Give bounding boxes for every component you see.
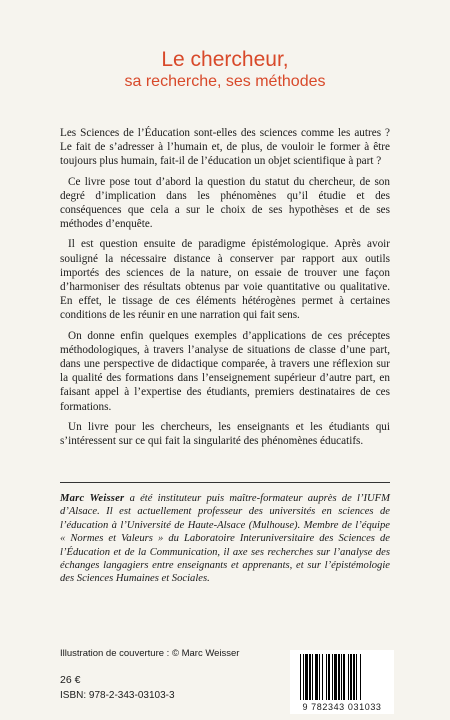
barcode-bar: [338, 654, 340, 700]
barcode-bar: [353, 654, 355, 700]
book-subtitle: sa recherche, ses méthodes: [124, 73, 326, 90]
barcode: [290, 650, 394, 714]
blurb-paragraph: Ce livre pose tout d’abord la question du statut du chercheur, de son degré d’implication dans les phénomènes qu’il étudie et des conséquences que cela a sur le choix de ses hypothèses et de ses méthodes d’enquête.: [60, 175, 390, 231]
barcode-bar: [348, 654, 349, 700]
barcode-bars: [298, 654, 386, 702]
barcode-bar: [332, 654, 333, 700]
barcode-bar: [341, 654, 342, 700]
barcode-bar: [350, 654, 352, 700]
barcode-bar: [343, 654, 345, 700]
isbn: ISBN: 978-2-343-03103-3: [60, 690, 175, 701]
barcode-bar: [315, 654, 318, 700]
barcode-bar: [322, 654, 323, 700]
back-cover-blurb: [60, 126, 390, 454]
blurb-paragraph: Les Sciences de l’Éducation sont-elles des sciences comme les autres ? Le fait de s’adresser à l’humain et, de plus, de vouloir le former à être toujours plus humain, fait-il de l’éducation un objet scientifique à part ?: [60, 127, 390, 168]
barcode-bar: [334, 654, 337, 700]
author-name: Marc Weisser: [60, 493, 125, 504]
barcode-digits: 9 782343 031033: [302, 702, 382, 712]
barcode-bar: [356, 654, 357, 700]
barcode-bar: [360, 654, 361, 700]
blurb-paragraph: On donne enfin quelques exemples d’applications de ces préceptes méthodologiques, à travers l’analyse de situations de classe d’une part, dans une perspective de didactique comparée, à travers une réflexion sur la qualité des formations dans l’enseignement supérieur d’autre part, en faisant appel à l’expertise des étudiants, premiers destinataires de ces formations.: [60, 329, 390, 413]
divider: [60, 482, 390, 483]
barcode-bar: [309, 654, 311, 700]
author-bio: [60, 492, 390, 586]
barcode-bar: [303, 654, 304, 700]
barcode-bar: [312, 654, 313, 700]
illustration-credit: Illustration de couverture : © Marc Weisser: [60, 648, 240, 659]
barcode-bar: [328, 654, 330, 700]
price: 26 €: [60, 674, 81, 686]
book-title: Le chercheur,: [161, 48, 289, 71]
blurb-paragraph: Il est question ensuite de paradigme épistémologique. Après avoir souligné la nécessaire distance à conserver par rapport aux outils importés des sciences de la nature, on essaie de trouver une façon d’harmoniser des résultats obtenus par voie quantitative ou qualitative. En effet, le tissage de ces éléments hétérogènes permet à certaines conditions de les réunir en une narration qui fait sens.: [60, 238, 390, 322]
blurb-paragraph: Un livre pour les chercheurs, les enseignants et les étudiants qui s’intéressent sur ce qui fait la singularité des phénomènes éducatifs.: [60, 420, 390, 448]
barcode-bar: [319, 654, 320, 700]
barcode-bar: [326, 654, 327, 700]
barcode-bar: [305, 654, 308, 700]
barcode-bar: [300, 654, 301, 700]
author-bio-text: a été instituteur puis maître-formateur auprès de l’IUFM d’Alsace. Il est actuellement professeur des universités en sciences de l’éducation à l’Université de Haute-Alsace (Mulhouse). Membre de l’équipe « Normes et Valeurs » du Laboratoire Interuniversitaire des Sciences de l’Éducation et de la Communication, il axe ses recherches sur l’analyse des échanges langagiers entre enseignants et apprenants, et sur l’épistémologie des Sciences Humaines et Sociales.: [60, 493, 390, 585]
